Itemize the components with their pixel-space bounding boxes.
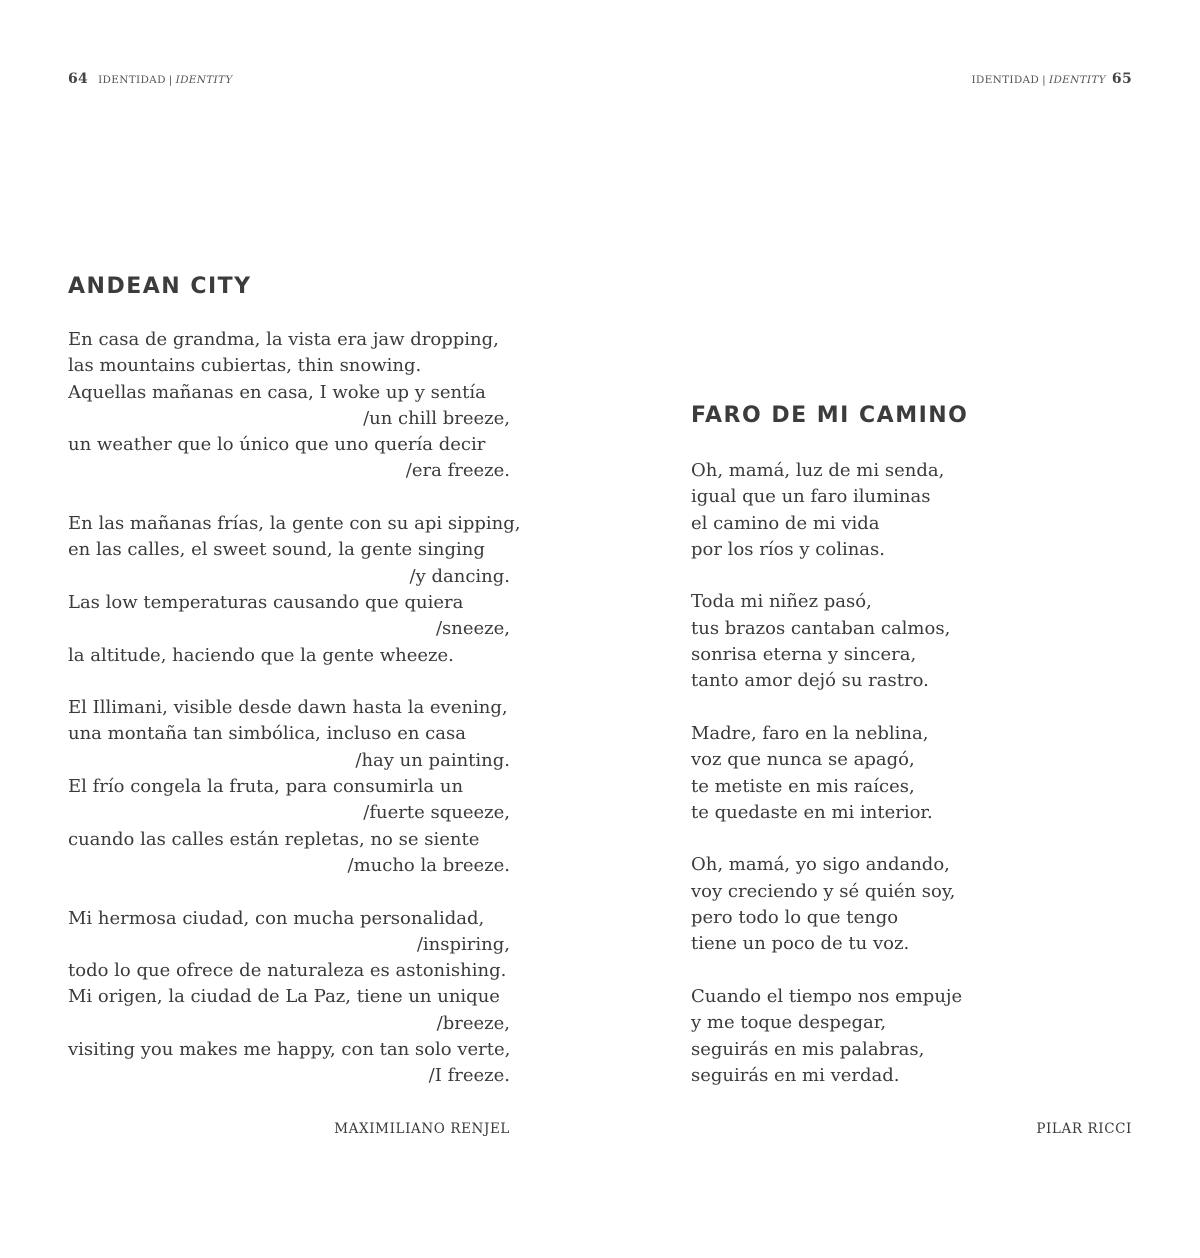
poem-stanza bbox=[691, 852, 1133, 957]
poem-author-left: MAXIMILIANO RENJEL bbox=[334, 1121, 510, 1137]
poem-stanza bbox=[68, 511, 521, 669]
running-head-left bbox=[68, 71, 233, 87]
poem-line-continuation: /hay un painting. bbox=[355, 749, 510, 771]
section-separator-right: | bbox=[1042, 74, 1046, 86]
poem-line-continuation: /y dancing. bbox=[409, 565, 510, 587]
poem-line: En las mañanas frías, la gente con su api sipping, bbox=[68, 513, 521, 535]
poem-line: Oh, mamá, luz de mi senda, bbox=[691, 460, 945, 481]
poem-stanza bbox=[68, 906, 510, 1090]
section-title-en-left: IDENTITY bbox=[175, 74, 233, 86]
poem-stanza bbox=[691, 984, 1133, 1089]
poem-line: igual que un faro iluminas bbox=[691, 486, 931, 508]
poem-line: voz que nunca se apagó, bbox=[691, 749, 915, 771]
poem-line: tanto amor dejó su rastro. bbox=[691, 670, 929, 692]
poem-title-right: FARO DE MI CAMINO bbox=[691, 403, 969, 428]
poem-line-continuation: /inspiring, bbox=[416, 933, 510, 955]
poem-line: el camino de mi vida bbox=[691, 512, 880, 534]
poem-line: y me toque despegar, bbox=[691, 1012, 887, 1034]
poem-line: El Illimani, visible desde dawn hasta la evening, bbox=[68, 697, 508, 719]
poem-line: sonrisa eterna y sincera, bbox=[691, 644, 917, 666]
section-separator-left: | bbox=[168, 74, 173, 86]
poem-line: seguirás en mi verdad. bbox=[691, 1064, 900, 1086]
poem-line: tus brazos cantaban calmos, bbox=[691, 617, 951, 639]
page-number-left: 64 bbox=[68, 71, 89, 87]
poem-line: en las calles, el sweet sound, la gente singing bbox=[68, 539, 485, 561]
right-page bbox=[600, 0, 1200, 1258]
poem-line-continuation: /I freeze. bbox=[428, 1065, 510, 1087]
poem-line: Las low temperaturas causando que quiera bbox=[68, 591, 464, 613]
poem-stanza bbox=[691, 458, 1133, 563]
section-title-en-right: IDENTITY bbox=[1049, 74, 1106, 86]
poem-line-continuation: /un chill breeze, bbox=[363, 407, 510, 429]
poem-stanza bbox=[691, 721, 1133, 826]
poem-line: cuando las calles están repletas, no se siente bbox=[68, 828, 480, 850]
poem-line: Cuando el tiempo nos empuje bbox=[691, 985, 963, 1007]
poem-line: tiene un poco de tu voz. bbox=[691, 933, 910, 955]
poem-line: la altitude, haciendo que la gente wheeze. bbox=[68, 644, 454, 666]
poem-line: pero todo lo que tengo bbox=[691, 907, 899, 929]
section-title-es-right: IDENTIDAD bbox=[971, 74, 1040, 86]
poem-line-continuation: /mucho la breeze. bbox=[347, 854, 510, 876]
poem-line: Madre, faro en la neblina, bbox=[691, 722, 929, 744]
poem-line-continuation: /sneeze, bbox=[435, 618, 510, 640]
poem-line: las mountains cubiertas, thin snowing. bbox=[68, 355, 422, 377]
page-number-right: 65 bbox=[1111, 71, 1132, 87]
running-head-right bbox=[971, 71, 1132, 87]
poem-line: un weather que lo único que uno quería decir bbox=[68, 434, 486, 456]
poem-stanza bbox=[691, 589, 1133, 694]
poem-body-right bbox=[691, 458, 1133, 1089]
poem-line: una montaña tan simbólica, incluso en casa bbox=[68, 723, 466, 745]
poem-line: Oh, mamá, yo sigo andando, bbox=[691, 854, 950, 876]
poem-line: En casa de grandma, la vista era jaw dropping, bbox=[68, 329, 499, 350]
poem-line: Mi origen, la ciudad de La Paz, tiene un unique bbox=[68, 986, 500, 1008]
section-title-es-left: IDENTIDAD bbox=[98, 74, 166, 86]
poem-line: Aquellas mañanas en casa, I woke up y sentía bbox=[68, 381, 486, 403]
poem-stanza bbox=[68, 327, 510, 485]
poem-line: Toda mi niñez pasó, bbox=[691, 591, 872, 613]
poem-line-continuation: /breeze, bbox=[436, 1012, 510, 1034]
poem-line-continuation: /fuerte squeeze, bbox=[363, 802, 510, 824]
poem-line: te quedaste en mi interior. bbox=[691, 801, 933, 823]
poem-line: Mi hermosa ciudad, con mucha personalidad, bbox=[68, 907, 485, 929]
poem-line: todo lo que ofrece de naturaleza es astonishing. bbox=[68, 960, 507, 982]
poem-line: visiting you makes me happy, con tan solo verte, bbox=[68, 1039, 511, 1061]
poem-line: te metiste en mis raíces, bbox=[691, 775, 915, 797]
poem-line: El frío congela la fruta, para consumirla un bbox=[68, 776, 464, 798]
poem-body-left bbox=[68, 327, 521, 1090]
poem-line-continuation: /era freeze. bbox=[405, 460, 510, 482]
poem-title-left: ANDEAN CITY bbox=[68, 274, 252, 299]
poem-stanza bbox=[68, 695, 510, 879]
poem-line: seguirás en mis palabras, bbox=[691, 1038, 925, 1060]
poem-line: por los ríos y colinas. bbox=[691, 538, 886, 560]
poem-line: voy creciendo y sé quién soy, bbox=[691, 880, 956, 902]
poem-author-right: PILAR RICCI bbox=[1036, 1121, 1132, 1137]
